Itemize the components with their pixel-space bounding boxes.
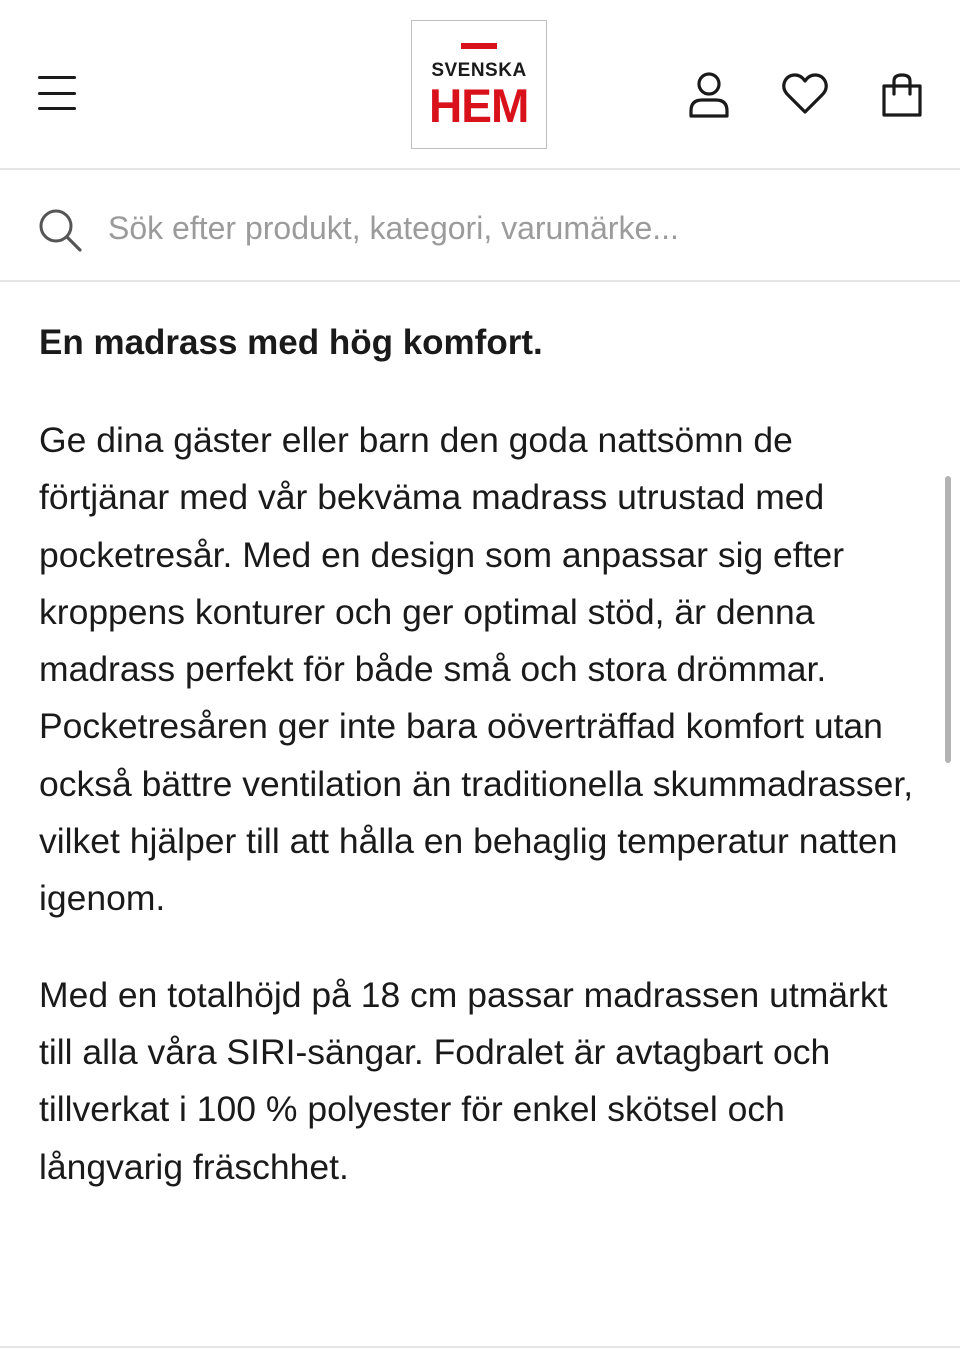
user-icon[interactable] <box>687 71 731 119</box>
hamburger-menu-icon[interactable] <box>38 76 76 110</box>
search-icon[interactable] <box>36 206 84 254</box>
site-logo[interactable] <box>411 20 547 149</box>
scrollbar-thumb[interactable] <box>945 476 951 763</box>
product-description <box>39 318 929 1196</box>
section-divider <box>0 1346 960 1348</box>
logo-top-text: SVENSKA <box>431 60 527 81</box>
shopping-bag-icon[interactable] <box>880 72 924 118</box>
search-bar <box>0 172 960 282</box>
search-input[interactable] <box>108 200 928 256</box>
site-header <box>0 0 960 170</box>
logo-accent-bar <box>461 43 497 49</box>
description-paragraph: Ge dina gäster eller barn den goda nattsömn de förtjänar med vår bekväma madrass utrustad med pocketresår. Med en design som anpassar sig efter kroppens konturer och ger optimal stöd, är denna madrass perfekt för både små och stora drömmar. Pocketresåren ger inte bara oöverträffad komfort utan också bättre ventilation än traditionella skummadrasser, vilket hjälper till att hålla en behaglig temperatur natten igenom. <box>39 420 914 919</box>
description-heading: En madrass med hög komfort. <box>39 323 543 362</box>
heart-icon[interactable] <box>781 72 829 116</box>
logo-main-text: HEM <box>429 79 529 132</box>
description-paragraph: Med en totalhöjd på 18 cm passar madrassen utmärkt till alla våra SIRI-sängar. Fodralet är avtagbart och tillverkat i 100 % polyester för enkel skötsel och långvarig fräschhet. <box>39 974 888 1187</box>
